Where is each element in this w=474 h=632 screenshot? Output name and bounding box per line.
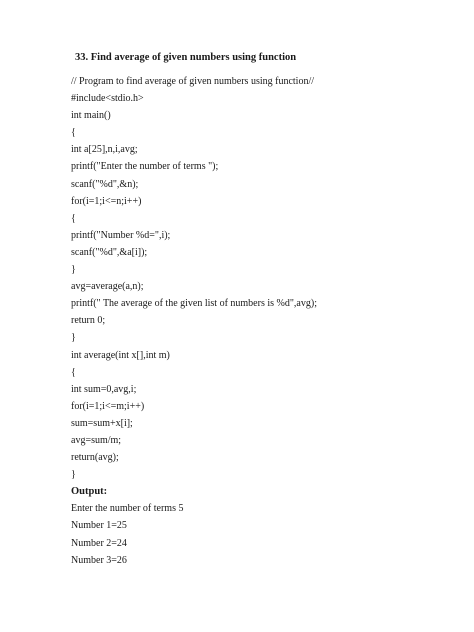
code-line: printf(" The average of the given list of numbers is %d",avg); — [71, 298, 317, 310]
code-line: int main() — [71, 110, 111, 122]
output-heading: Output: — [71, 486, 108, 498]
document-body — [71, 49, 451, 569]
code-line: avg=sum/m; — [71, 434, 122, 446]
code-line: #include<stdio.h> — [71, 93, 144, 105]
code-line: { — [71, 212, 76, 224]
code-line: // Program to find average of given numbers using function// — [71, 76, 315, 87]
code-line: } — [71, 469, 76, 481]
code-line: int sum=0,avg,i; — [71, 383, 137, 395]
code-line: for(i=1;i<=m;i++) — [71, 400, 145, 412]
code-line: printf("Enter the number of terms "); — [71, 161, 219, 173]
output-line: Number 1=25 — [71, 520, 127, 532]
output-line: Number 3=26 — [71, 554, 127, 566]
code-line: } — [71, 332, 76, 344]
code-line: avg=average(a,n); — [71, 281, 144, 293]
code-line: scanf("%d",&a[i]); — [71, 246, 148, 258]
code-line: return 0; — [71, 315, 106, 327]
code-line: for(i=1;i<=n;i++) — [71, 195, 142, 207]
code-line: return(avg); — [71, 452, 119, 464]
code-line: { — [71, 366, 76, 378]
document-title: 33. Find average of given numbers using function — [75, 52, 297, 63]
code-line: { — [71, 127, 76, 139]
code-line: int average(int x[],int m) — [71, 349, 170, 361]
code-line: int a[25],n,i,avg; — [71, 144, 138, 156]
code-line: printf("Number %d=",i); — [71, 229, 171, 241]
output-block — [71, 500, 451, 568]
output-line: Enter the number of terms 5 — [71, 503, 184, 515]
code-line: sum=sum+x[i]; — [71, 417, 133, 429]
code-block — [71, 73, 451, 483]
code-line: scanf("%d",&n); — [71, 178, 139, 190]
output-line: Number 2=24 — [71, 537, 127, 549]
code-line: } — [71, 264, 76, 276]
